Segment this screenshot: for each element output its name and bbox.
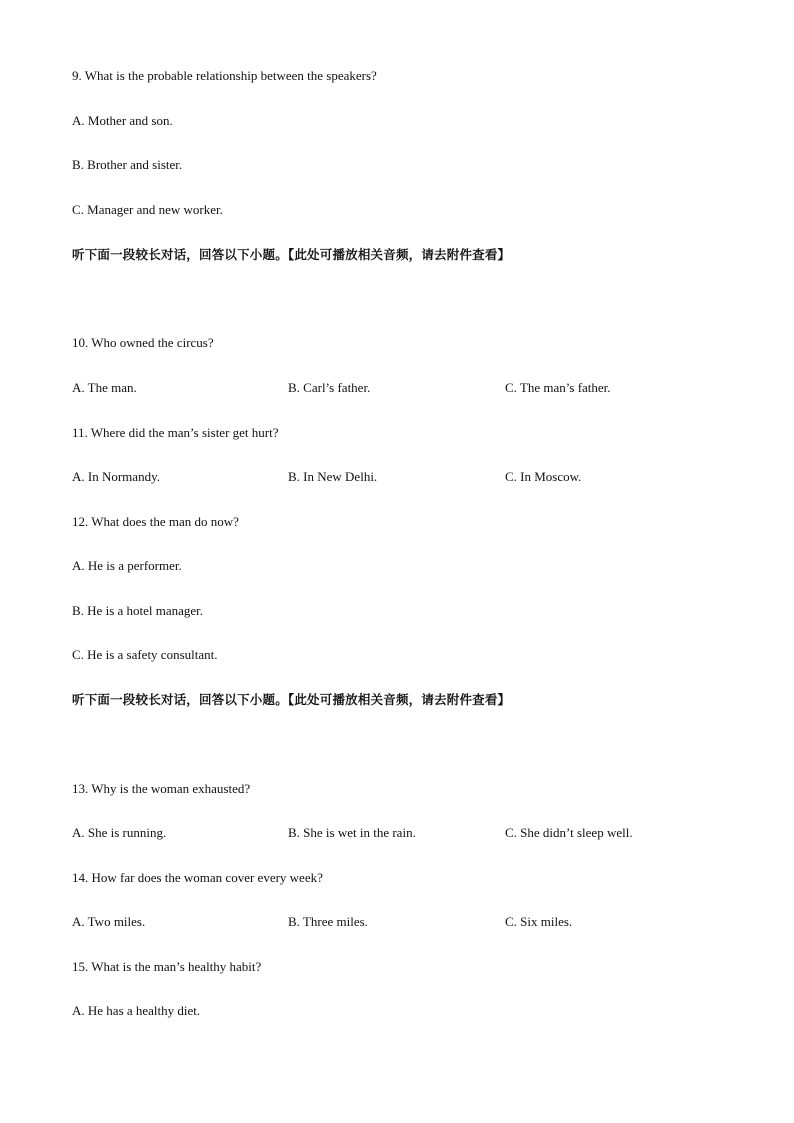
- question-13-option-b: B. She is wet in the rain.: [288, 825, 416, 840]
- question-10-option-a: A. The man.: [72, 380, 137, 395]
- question-15-stem: 15. What is the man’s healthy habit?: [72, 959, 262, 974]
- question-11-option-a: A. In Normandy.: [72, 469, 160, 484]
- question-13-option-a: A. She is running.: [72, 825, 167, 840]
- question-14-option-a: A. Two miles.: [72, 914, 146, 929]
- question-12-option-a: A. He is a performer.: [72, 558, 182, 573]
- question-14-stem: 14. How far does the woman cover every week?: [72, 870, 323, 885]
- question-12-option-c: C. He is a safety consultant.: [72, 647, 218, 662]
- question-10-option-b: B. Carl’s father.: [288, 380, 371, 395]
- question-12-option-b: B. He is a hotel manager.: [72, 603, 204, 618]
- question-14-option-b: B. Three miles.: [288, 914, 368, 929]
- question-14-option-c: C. Six miles.: [505, 914, 573, 929]
- question-13-option-c: C. She didn’t sleep well.: [505, 825, 633, 840]
- question-13-stem: 13. Why is the woman exhausted?: [72, 781, 251, 796]
- question-9-stem: 9. What is the probable relationship between the speakers?: [72, 68, 377, 83]
- listening-instruction: 听下面一段较长对话，回答以下小题。【此处可播放相关音频，请去附件查看】: [72, 247, 511, 262]
- question-11-option-b: B. In New Delhi.: [288, 469, 378, 484]
- question-9-option-c: C. Manager and new worker.: [72, 202, 223, 217]
- question-11-option-c: C. In Moscow.: [505, 469, 582, 484]
- question-9-option-a: A. Mother and son.: [72, 113, 173, 128]
- question-12-stem: 12. What does the man do now?: [72, 514, 239, 529]
- question-11-stem: 11. Where did the man’s sister get hurt?: [72, 425, 279, 440]
- question-9-option-b: B. Brother and sister.: [72, 157, 183, 172]
- listening-instruction: 听下面一段较长对话，回答以下小题。【此处可播放相关音频，请去附件查看】: [72, 692, 511, 707]
- question-10-option-c: C. The man’s father.: [505, 380, 611, 395]
- question-15-option-a: A. He has a healthy diet.: [72, 1003, 201, 1018]
- question-10-stem: 10. Who owned the circus?: [72, 335, 214, 350]
